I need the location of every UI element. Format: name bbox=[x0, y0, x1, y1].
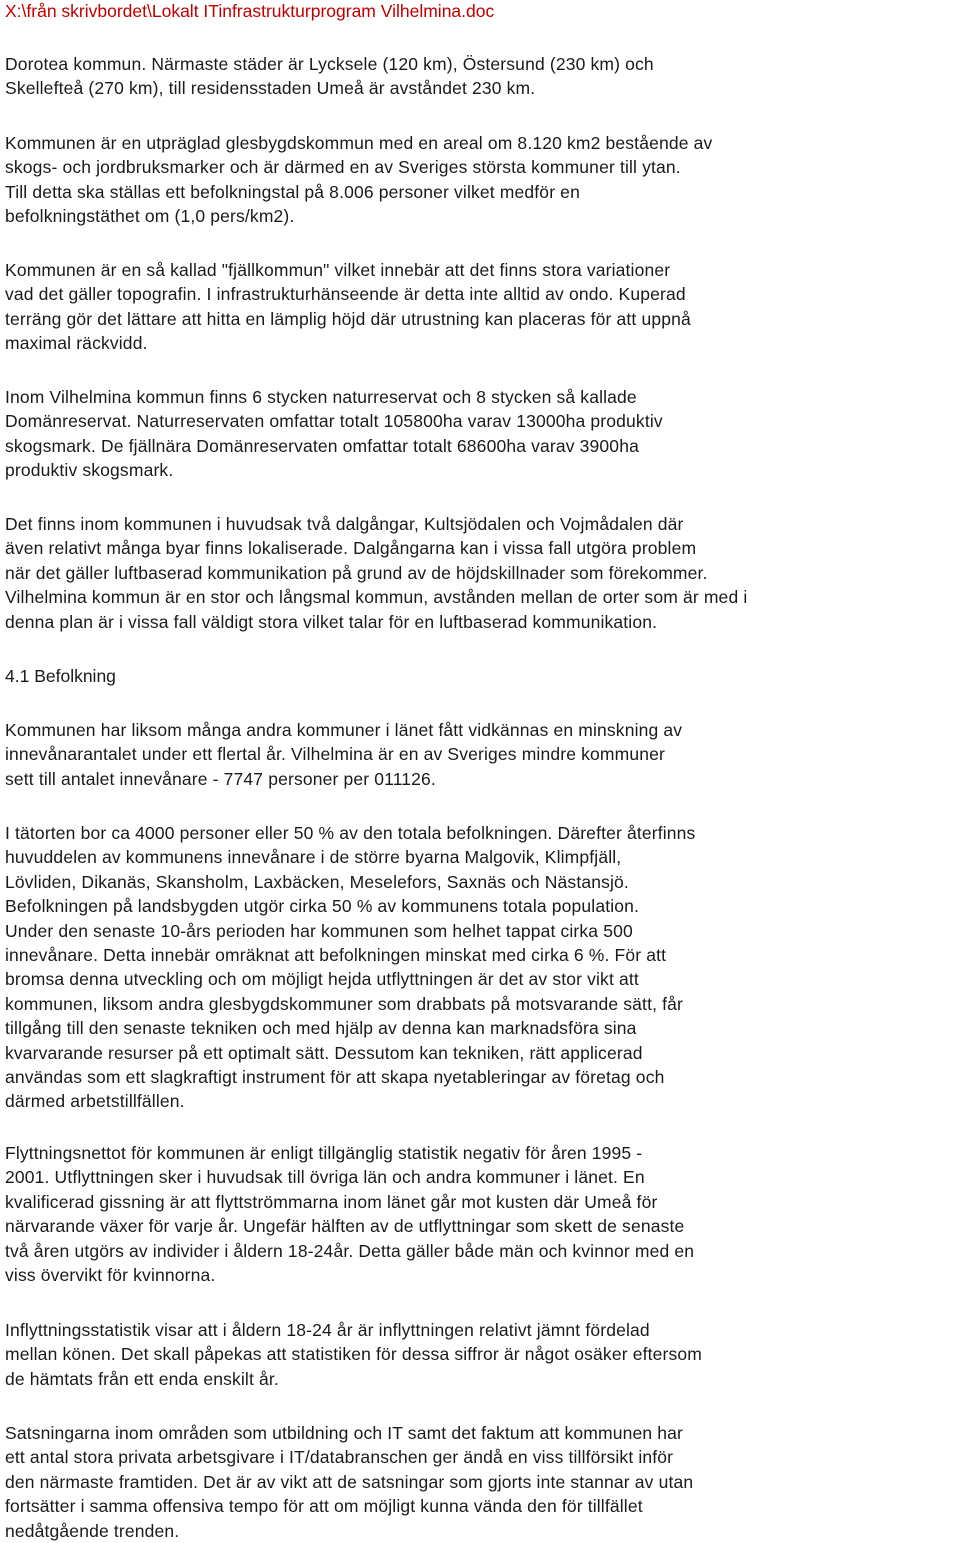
text-line: Skellefteå (270 km), till residensstaden Umeå är avståndet 230 km. bbox=[5, 78, 536, 99]
text-line: Inflyttningsstatistik visar att i åldern 18-24 år är inflyttningen relativt jämnt fördelad bbox=[5, 1320, 650, 1340]
text-line: huvuddelen av kommunens innevånare i de större byarna Malgovik, Klimpfjäll, bbox=[5, 847, 622, 868]
text-line: tillgång till den senaste tekniken och med hjälp av denna kan marknadsföra sina bbox=[5, 1018, 637, 1039]
text-line: Domänreservat. Naturreservaten omfattar totalt 105800ha varav 13000ha produktiv bbox=[5, 411, 663, 432]
text-line: sett till antalet innevånare - 7747 personer per 011126. bbox=[5, 768, 436, 789]
text-line: Flyttningsnettot för kommunen är enligt tillgänglig statistik negativ för åren 1995 - bbox=[5, 1143, 643, 1163]
text-line: Under den senaste 10-års perioden har kommunen som helhet tappat cirka 500 bbox=[5, 920, 633, 941]
paragraph-inflow bbox=[5, 1318, 702, 1391]
text-line: när det gäller luftbaserad kommunikation på grund av de höjdskillnader som förekommer. bbox=[5, 562, 708, 583]
text-line: 2001. Utflyttningen sker i huvudsak till övriga län och andra kommuner i länet. En bbox=[5, 1167, 645, 1188]
text-line: kommunen, liksom andra glesbygdskommuner som drabbats på motsvarande sätt, får bbox=[5, 993, 683, 1014]
text-line: innevånarantalet under ett flertal år. Vilhelmina är en av Sveriges mindre kommuner bbox=[5, 744, 665, 765]
text-line: befolkningstäthet om (1,0 pers/km2). bbox=[5, 206, 295, 227]
paragraph-population-details bbox=[5, 821, 695, 1114]
text-line: bromsa denna utveckling och om möjligt hejda utflyttningen är det av stor vikt att bbox=[5, 969, 639, 990]
text-line: fortsätter i samma offensiva tempo för att om möjligt kunna vända den för tillfället bbox=[5, 1496, 643, 1517]
text-line: Inom Vilhelmina kommun finns 6 stycken naturreservat och 8 stycken så kallade bbox=[5, 387, 637, 407]
text-line: mellan könen. Det skall påpekas att statistiken för dessa siffror är något osäker eftersom bbox=[5, 1344, 702, 1365]
text-line: Kommunen har liksom många andra kommuner i länet fått vidkännas en minskning av bbox=[5, 720, 683, 740]
text-line: Satsningarna inom områden som utbildning och IT samt det faktum att kommunen har bbox=[5, 1423, 683, 1443]
paragraph-location bbox=[5, 52, 654, 101]
text-line: kvarvarande resurser på ett optimalt sätt. Dessutom kan tekniken, rätt applicerad bbox=[5, 1042, 643, 1063]
paragraph-migration bbox=[5, 1141, 694, 1287]
text-line: därmed arbetstillfällen. bbox=[5, 1091, 185, 1112]
file-path-header: X:\från skrivbordet\Lokalt ITinfrastrukturprogram Vilhelmina.doc bbox=[5, 1, 495, 21]
text-line: produktiv skogsmark. bbox=[5, 460, 174, 481]
text-line: även relativt många byar finns lokaliserade. Dalgångarna kan i vissa fall utgöra problem bbox=[5, 538, 697, 559]
section-heading: 4.1 Befolkning bbox=[5, 666, 116, 686]
paragraph-area bbox=[5, 131, 712, 229]
text-line: innevånare. Detta innebär omräknat att befolkningen minskat med cirka 6 %. För att bbox=[5, 945, 667, 966]
text-line: viss övervikt för kvinnorna. bbox=[5, 1265, 216, 1286]
text-line: terräng gör det lättare att hitta en lämplig höjd där utrustning kan placeras för att uppnå bbox=[5, 308, 691, 329]
text-line: skogsmark. De fjällnära Domänreservaten omfattar totalt 68600ha varav 3900ha bbox=[5, 435, 639, 456]
paragraph-valleys bbox=[5, 512, 747, 634]
text-line: Vilhelmina kommun är en stor och långsmal kommun, avstånden mellan de orter som är med i bbox=[5, 587, 748, 608]
text-line: Kommunen är en så kallad "fjällkommun" vilket innebär att det finns stora variationer bbox=[5, 260, 671, 280]
text-line: Kommunen är en utpräglad glesbygdskommun med en areal om 8.120 km2 bestående av bbox=[5, 133, 713, 153]
text-line: Lövliden, Dikanäs, Skansholm, Laxbäcken, Meselefors, Saxnäs och Nästansjö. bbox=[5, 871, 629, 892]
text-line: denna plan är i vissa fall väldigt stora vilket talar för en luftbaserad kommunikation. bbox=[5, 611, 658, 632]
paragraph-population-intro bbox=[5, 718, 682, 791]
text-line: kvalificerad gissning är att flyttströmmarna inom länet går mot kusten där Umeå för bbox=[5, 1191, 658, 1212]
paragraph-investments bbox=[5, 1421, 693, 1543]
text-line: Befolkningen på landsbygden utgör cirka 50 % av kommunens totala population. bbox=[5, 896, 640, 917]
text-line: Det finns inom kommunen i huvudsak två dalgångar, Kultsjödalen och Vojmådalen där bbox=[5, 514, 684, 534]
paragraph-reserves bbox=[5, 385, 663, 483]
text-line: maximal räckvidd. bbox=[5, 333, 148, 354]
text-line: I tätorten bor ca 4000 personer eller 50 % av den totala befolkningen. Därefter återfinns bbox=[5, 823, 696, 843]
text-line: skogs- och jordbruksmarker och är därmed en av Sveriges största kommuner till ytan. bbox=[5, 157, 681, 178]
text-line: Till detta ska ställas ett befolkningstal på 8.006 personer vilket medför en bbox=[5, 181, 580, 202]
text-line: närvarande växer för varje år. Ungefär hälften av de utflyttningar som skett de senaste bbox=[5, 1216, 685, 1237]
text-line: vad det gäller topografin. I infrastrukturhänseende är detta inte alltid av ondo. Kuperad bbox=[5, 284, 686, 305]
text-line: ett antal stora privata arbetsgivare i IT/databranschen ger ändå en viss tillförsikt inför bbox=[5, 1447, 674, 1468]
text-line: två åren utgörs av individer i åldern 18-24år. Detta gäller både män och kvinnor med en bbox=[5, 1240, 695, 1261]
paragraph-topography bbox=[5, 258, 691, 356]
text-line: de hämtats från ett enda enskilt år. bbox=[5, 1368, 279, 1389]
text-line: nedåtgående trenden. bbox=[5, 1520, 180, 1541]
text-line: Dorotea kommun. Närmaste städer är Lycksele (120 km), Östersund (230 km) och bbox=[5, 54, 654, 74]
text-line: användas som ett slagkraftigt instrument för att skapa nyetableringar av företag och bbox=[5, 1067, 665, 1088]
text-line: den närmaste framtiden. Det är av vikt att de satsningar som gjorts inte stannar av utan bbox=[5, 1471, 694, 1492]
